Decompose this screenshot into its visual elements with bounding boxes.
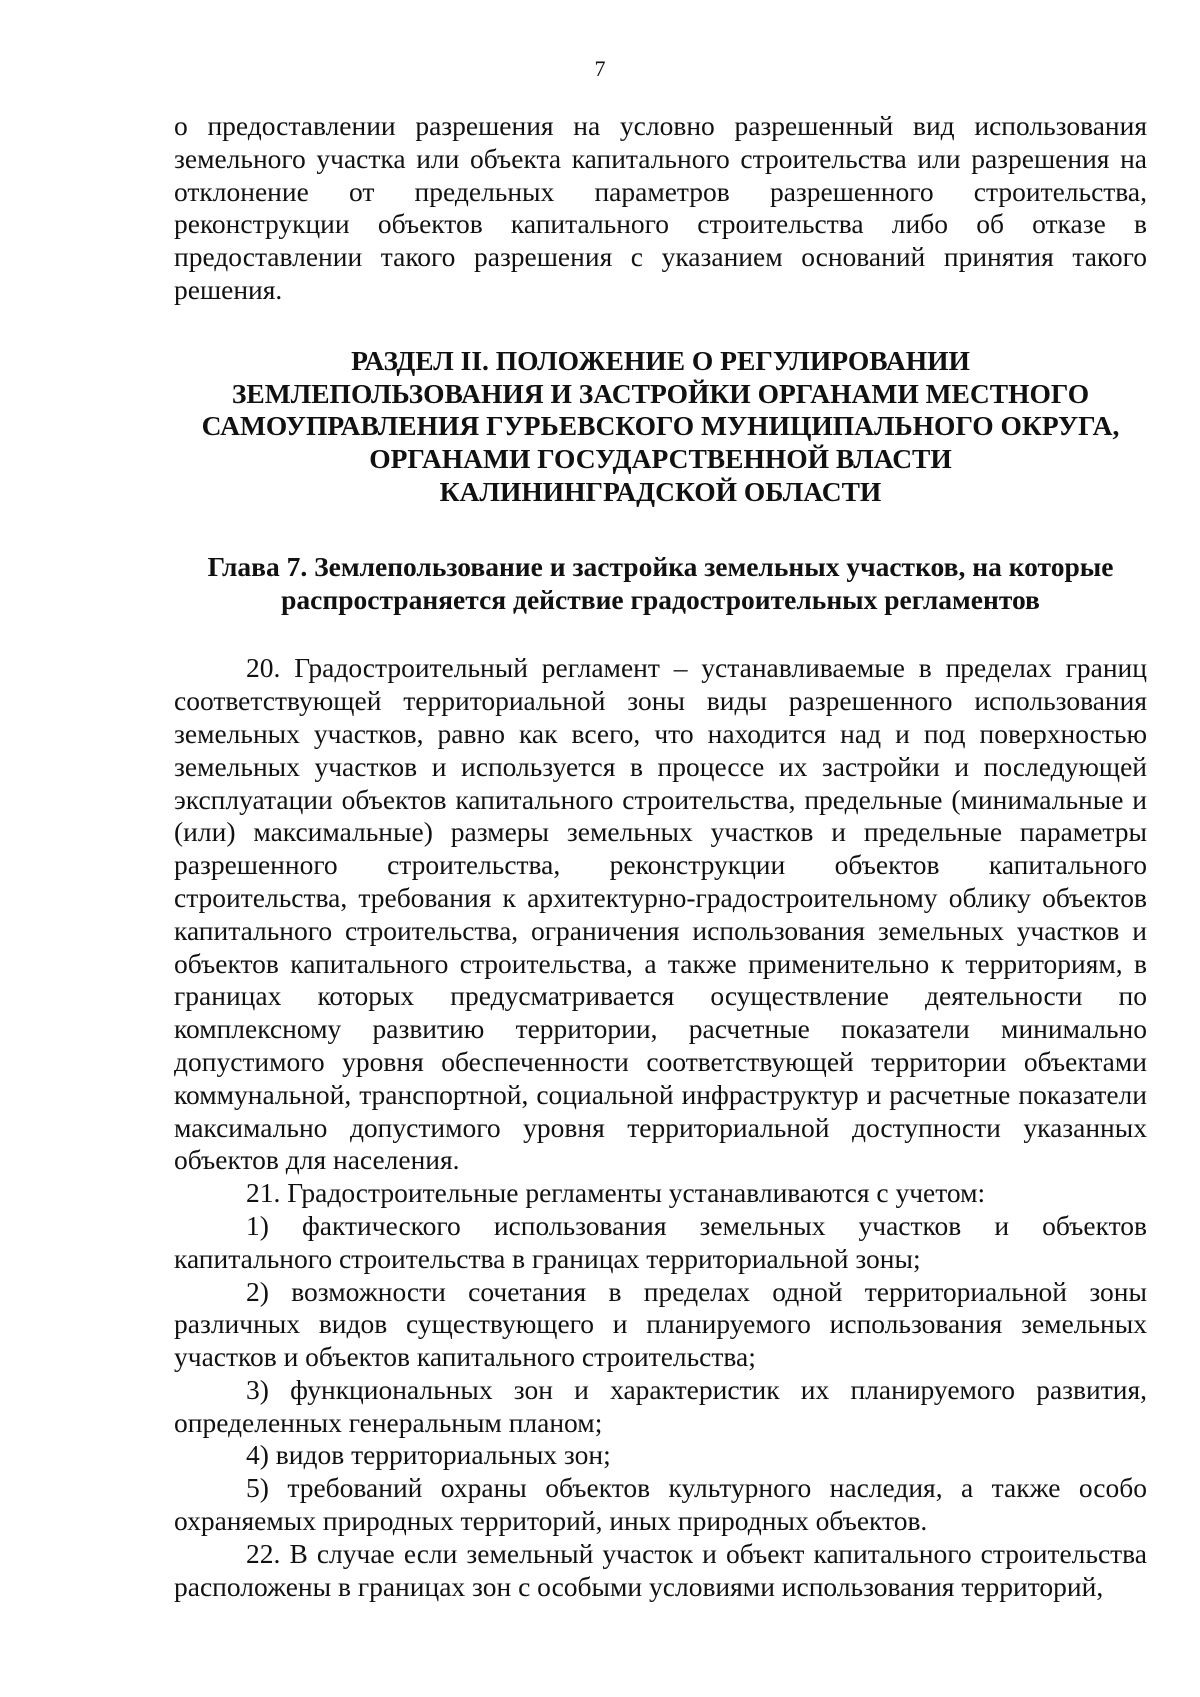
list-item-4: 4) видов территориальных зон; bbox=[246, 1439, 611, 1471]
chapter-heading-line: Глава 7. Землепользование и застройка земельных участков, на которые bbox=[207, 550, 1114, 582]
document-body bbox=[174, 110, 1147, 1603]
section-heading-line: ОРГАНАМИ ГОСУДАРСТВЕННОЙ ВЛАСТИ bbox=[369, 443, 952, 475]
list-item-5: 5) требований охраны объектов культурного наследия, а также особо охраняемых природных территорий, иных природных объектов. bbox=[174, 1472, 1147, 1537]
section-heading bbox=[174, 345, 1147, 509]
page-number: 7 bbox=[594, 56, 606, 81]
chapter-heading-line: распространяется действие градостроительных регламентов bbox=[281, 583, 1040, 615]
section-heading-line: САМОУПРАВЛЕНИЯ ГУРЬЕВСКОГО МУНИЦИПАЛЬНОГО ОКРУГА, bbox=[201, 410, 1120, 442]
paragraph-21: 21. Градостроительные регламенты устанавливаются с учетом: bbox=[246, 1177, 986, 1209]
chapter-heading bbox=[174, 551, 1147, 617]
section-heading-line: КАЛИНИНГРАДСКОЙ ОБЛАСТИ bbox=[439, 475, 882, 507]
section-heading-line: РАЗДЕЛ II. ПОЛОЖЕНИЕ О РЕГУЛИРОВАНИИ bbox=[351, 344, 970, 376]
list-item-1: 1) фактического использования земельных участков и объектов капитального строительства в границах территориальной зоны; bbox=[174, 1209, 1147, 1274]
list-item-3: 3) функциональных зон и характеристик их планируемого развития, определенных генеральным планом; bbox=[174, 1373, 1147, 1438]
intro-paragraph: о предоставлении разрешения на условно разрешенный вид использования земельного участка или объекта капитального строительства или разрешения на отклонение от предельных параметров разрешенного строительства, реконструкции объектов капитального строительства либо об отказе в предоставлении такого разрешения с указанием оснований принятия такого решения. bbox=[174, 110, 1147, 305]
paragraph-20: 20. Градостроительный регламент – устанавливаемые в пределах границ соответствующей территориальной зоны виды разрешенного использования земельных участков, равно как всего, что находится над и под поверхностью земельных участков и используется в процессе их застройки и последующей эксплуатации объектов капитального строительства, предельные (минимальные и (или) максимальные) размеры земельных участков и предельные параметры разрешенного строительства, реконструкции объектов капитального строительства, требования к архитектурно-градостроительному облику объектов капитального строительства, ограничения использования земельных участков и объектов капитального строительства, а также применительно к территориям, в границах которых предусматривается осуществление деятельности по комплексному развитию территории, расчетные показатели минимально допустимого уровня обеспеченности соответствующей территории объектами коммунальной, транспортной, социальной инфраструктур и расчетные показатели максимально допустимого уровня территориальной доступности указанных объектов для населения. bbox=[174, 652, 1147, 1176]
list-item-2: 2) возможности сочетания в пределах одной территориальной зоны различных видов существующего и планируемого использования земельных участков и объектов капитального строительства; bbox=[174, 1275, 1147, 1373]
section-heading-line: ЗЕМЛЕПОЛЬЗОВАНИЯ И ЗАСТРОЙКИ ОРГАНАМИ МЕСТНОГО bbox=[231, 377, 1090, 409]
paragraph-22: 22. В случае если земельный участок и объект капитального строительства расположены в границах зон с особыми условиями использования территорий, bbox=[174, 1537, 1147, 1602]
